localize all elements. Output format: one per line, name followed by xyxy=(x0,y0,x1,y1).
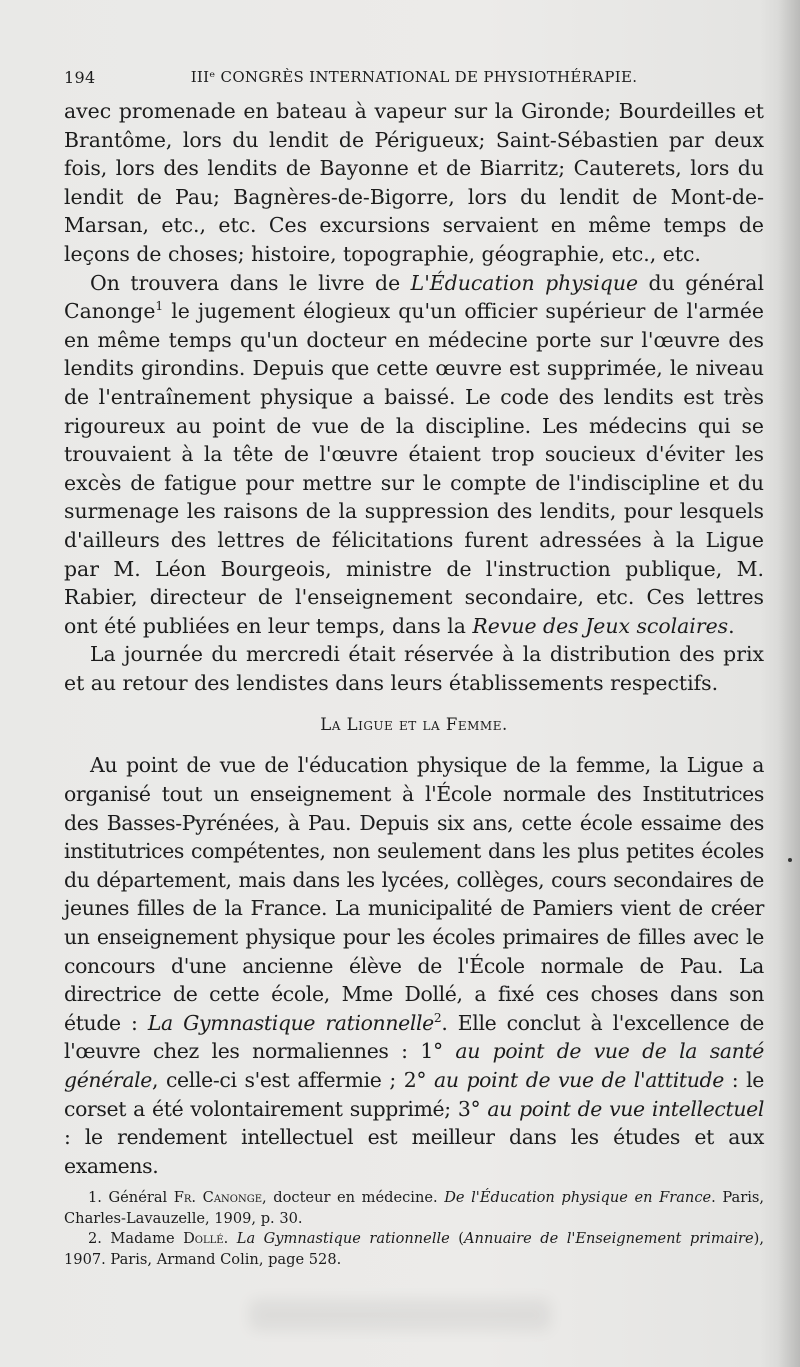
italic-text: L'Éducation physique xyxy=(410,270,639,295)
paragraph-lendits-judgement xyxy=(64,269,764,641)
margin-speck xyxy=(788,858,792,862)
italic-text: La Gymnastique rationnelle xyxy=(236,1230,450,1247)
paragraph-women-education xyxy=(64,751,764,1180)
text-segment: , docteur en médecine. xyxy=(262,1189,445,1206)
text-segment: : le corset a été volontairement supprimé; 3° xyxy=(64,1068,765,1121)
show-through-shadow xyxy=(250,1300,550,1330)
text-segment: Fr. Canonge xyxy=(173,1189,263,1206)
italic-text: La Gymnastique rationnelle xyxy=(147,1010,434,1035)
text-segment: . xyxy=(223,1230,237,1247)
text-segment: . xyxy=(728,613,735,638)
footnote-ref: 2 xyxy=(433,1011,442,1026)
text-segment: 1. Général xyxy=(88,1189,174,1206)
italic-text: De l'Éducation physique en France xyxy=(444,1189,712,1206)
section-title-text: La Ligue et la Femme. xyxy=(320,715,508,735)
text-segment: ), 1907. Paris, Armand Colin, page 528. xyxy=(64,1230,765,1268)
main-text xyxy=(64,97,764,1180)
text-segment: 2. Madame xyxy=(88,1230,184,1247)
text-segment: le jugement élogieux qu'un officier supérieur de l'armée en même temps qu'un docteur en médecine porte sur l'œuvre des lendits girondins. Depuis que cette œuvre est supprimée, le niveau de l'entraînement physique a baissé. Le code des lendits est très rigoureux au point de vue de la discipline. Les médecins qui se trouvaient à la tête de l'œuvre étaient trop soucieux d'éviter les excès de fatigue pour mettre sur le compte de l'indiscipline et du surmenage les raisons de la suppression des lendits, pour lesquels d'ailleurs des lettres de félicitations furent adressées à la Ligue par M. Léon Bourgeois, ministre de l'instruction publique, M. Rabier, directeur de l'enseignement secondaire, etc. Ces lettres ont été publiées en leur temps, dans la xyxy=(64,299,764,638)
footnote-ref: 1 xyxy=(155,299,164,314)
section-title xyxy=(64,711,764,739)
paragraph-excursions xyxy=(64,97,764,269)
text-segment: Au point de vue de l'éducation physique de la femme, la Ligue a organisé tout un enseignement à l'École normale des Institutrices des Basses-Pyrénées, à Pau. Depuis six ans, cette école essaime des institutrices compétentes, non seulement dans les plus petites écoles du département, mais dans les lycées, collèges, cours secondaires de jeunes filles de la France. La municipalité de Pamiers vient de créer un enseignement physique pour les écoles primaires de filles avec le concours d'une ancienne élève de l'École normale de Pau. La directrice de cette école, Mme Dollé, a fixé ces choses dans son étude : xyxy=(64,753,764,1035)
page-number: 194 xyxy=(64,68,96,87)
footnotes xyxy=(64,1188,764,1270)
text-segment: ( xyxy=(449,1230,464,1247)
text-segment: Dollé xyxy=(183,1230,224,1247)
text-segment: du général Canonge xyxy=(64,270,764,324)
text-segment: La journée du mercredi était réservée à la distribution des prix et au retour des lendistes dans leurs établissements respectifs. xyxy=(64,642,764,695)
text-segment: : le rendement intellectuel est meilleur dans les études et aux examens. xyxy=(64,1125,764,1178)
running-title: IIIᵉ CONGRÈS INTERNATIONAL DE PHYSIOTHÉRAPIE. xyxy=(190,68,638,86)
text-segment: , celle-ci s'est affermie ; 2° xyxy=(152,1068,435,1092)
text-segment: . Elle conclut à l'excellence de l'œuvre chez les normaliennes : 1° xyxy=(64,1010,765,1064)
text-segment: avec promenade en bateau à vapeur sur la Gironde; Bourdeilles et Brantôme, lors du lendit de Périgueux; Saint-Sébastien par deux fois, lors des lendits de Bayonne et de Biarritz; Cauterets, lors du lendit de Pau; Bagnères-de-Bigorre, lors du lendit de Mont-de-Marsan, etc., etc. Ces excursions servaient en même temps de leçons de choses; histoire, topographie, géographie, etc., etc. xyxy=(64,99,764,266)
italic-text: au point de vue intellectuel xyxy=(487,1096,764,1121)
italic-text: au point de vue de la santé générale xyxy=(64,1039,764,1092)
italic-text: Revue des Jeux scolaires xyxy=(472,613,729,638)
footnote-1 xyxy=(64,1188,764,1229)
paragraph-wednesday xyxy=(64,640,764,697)
footnote-2 xyxy=(64,1229,764,1270)
italic-text: au point de vue de l'attitude xyxy=(434,1068,724,1092)
italic-text: Annuaire de l'Enseignement primaire xyxy=(464,1230,754,1247)
text-segment: . Paris, Charles-Lavauzelle, 1909, p. 30. xyxy=(64,1189,765,1227)
text-segment: On trouvera dans le livre de xyxy=(90,270,411,295)
page-edge-shadow xyxy=(778,0,800,1367)
